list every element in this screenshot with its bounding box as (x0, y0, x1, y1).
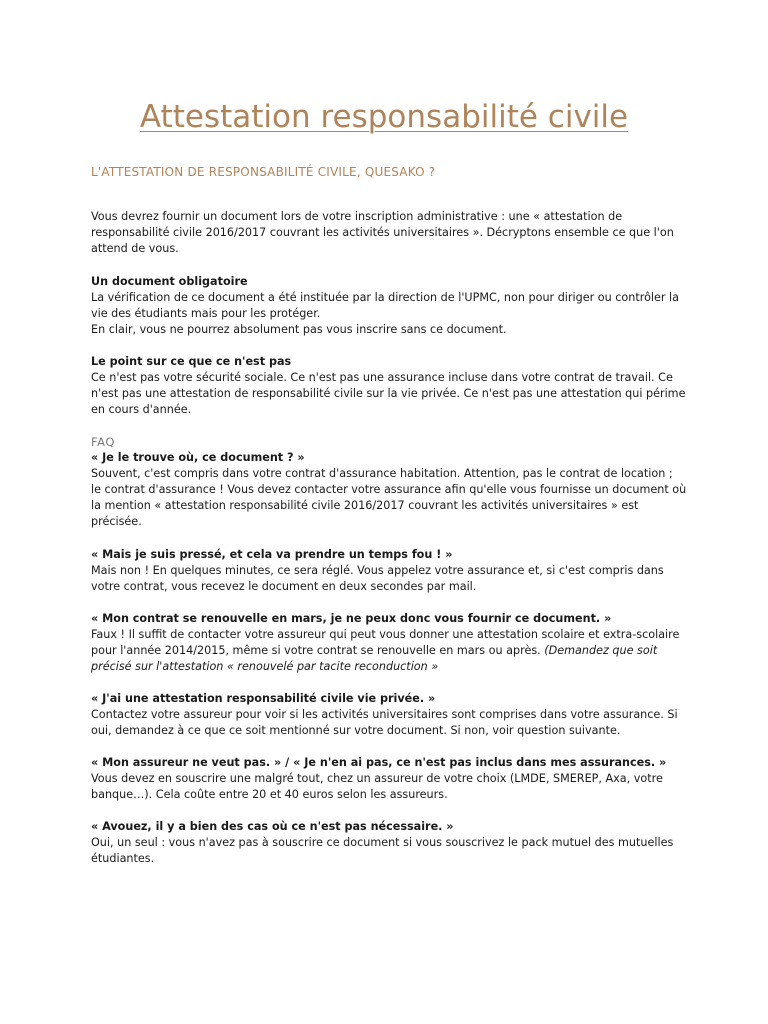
section-mandatory-document (91, 274, 683, 338)
intro-line: responsabilité civile 2016/2017 couvrant les activités universitaires ». Décryptons ensemble ce que l'on (91, 226, 674, 239)
faq-answer-text: pour l'année 2014/2015, même si votre contrat se renouvelle en mars ou après. (91, 644, 541, 657)
faq-answer-line: Vous devez en souscrire une malgré tout, chez un assureur de votre choix (LMDE, SMEREP, Axa, votre (91, 772, 663, 785)
faq-question: « J'ai une attestation responsabilité civile vie privée. » (91, 692, 436, 705)
paragraph-line: Ce n'est pas votre sécurité sociale. Ce n'est pas une assurance incluse dans votre contrat de travail. Ce (91, 371, 673, 384)
faq-answer-line: étudiantes. (91, 852, 155, 865)
faq-answer-line: la mention « attestation responsabilité civile 2016/2017 couvrant les activités universitaires » est (91, 499, 639, 512)
faq-answer-italic-note: précisé sur l'attestation « renouvelé par tacite reconduction » (91, 660, 439, 673)
faq-heading: FAQ (91, 435, 116, 449)
faq-answer-line: Faux ! Il suffit de contacter votre assureur qui peut vous donner une attestation scolaire et extra-scolaire (91, 628, 680, 641)
faq-question: « Mais je suis pressé, et cela va prendre un temps fou ! » (91, 548, 453, 561)
faq-answer-line: Contactez votre assureur pour voir si les activités universitaires sont comprises dans votre assurance. Si (91, 708, 678, 721)
paragraph-line: La vérification de ce document a été instituée par la direction de l'UPMC, non pour diriger ou contrôler la (91, 291, 680, 304)
faq-answer-line: votre contrat, vous recevez le document en deux secondes par mail. (91, 580, 477, 593)
faq-question: « Avouez, il y a bien des cas où ce n'est pas nécessaire. » (91, 820, 454, 833)
section-heading: Un document obligatoire (91, 275, 248, 288)
paragraph-line: en cours d'année. (91, 403, 192, 416)
faq-answer-line: banque…). Cela coûte entre 20 et 40 euros selon les assureurs. (91, 788, 448, 801)
intro-line: attend de vous. (91, 242, 179, 255)
faq-question: « Je le trouve où, ce document ? » (91, 451, 305, 464)
paragraph-line: En clair, vous ne pourrez absolument pas vous inscrire sans ce document. (91, 323, 507, 336)
faq-item-q4 (91, 691, 683, 739)
faq-answer-line: Oui, un seul : vous n'avez pas à souscrire ce document si vous souscrivez le pack mutuel des mutuelles (91, 836, 674, 849)
paragraph-line: n'est pas une attestation de responsabilité civile sur la vie privée. Ce n'est pas une attestation qui périme (91, 387, 686, 400)
faq-question-part: « Je n'en ai pas, ce n'est pas inclus dans mes assurances. » (293, 756, 667, 769)
faq-answer-line: le contrat d'assurance ! Vous devez contacter votre assurance afin qu'elle vous fournisse un document où (91, 483, 687, 496)
faq-answer-line: Mais non ! En quelques minutes, ce sera réglé. Vous appelez votre assurance et, si c'est compris dans (91, 564, 664, 577)
faq-answer-line: Souvent, c'est compris dans votre contrat d'assurance habitation. Attention, pas le contrat de location ; (91, 467, 673, 480)
faq-answer-line: précisée. (91, 515, 142, 528)
faq-item-q2 (91, 547, 683, 595)
faq-question-separator: / (281, 756, 294, 769)
section-heading: Le point sur ce que ce n'est pas (91, 355, 292, 368)
faq-answer-italic-note: (Demandez que soit (544, 644, 658, 657)
document-subtitle: L'ATTESTATION DE RESPONSABILITÉ CIVILE, QUESAKO ? (91, 165, 436, 179)
faq-question: « Mon contrat se renouvelle en mars, je ne peux donc vous fournir ce document. » (91, 612, 612, 625)
section-what-it-is-not (91, 354, 686, 418)
faq-answer-line: oui, demandez à ce que ce soit mentionné sur votre document. Si non, voir question suivante. (91, 724, 621, 737)
faq-item-q3 (91, 611, 683, 675)
document-title: Attestation responsabilité civile (139, 99, 629, 135)
intro-paragraph (91, 209, 683, 257)
faq-question (91, 755, 683, 771)
faq-answer-line (91, 643, 683, 659)
faq-item-q5 (91, 755, 683, 803)
faq-item-q6 (91, 819, 683, 867)
intro-line: Vous devrez fournir un document lors de votre inscription administrative : une « attestation de (91, 210, 623, 223)
faq-section (91, 434, 687, 530)
paragraph-line: vie des étudiants mais pour les protéger. (91, 307, 321, 320)
faq-question-part: « Mon assureur ne veut pas. » (91, 756, 282, 769)
